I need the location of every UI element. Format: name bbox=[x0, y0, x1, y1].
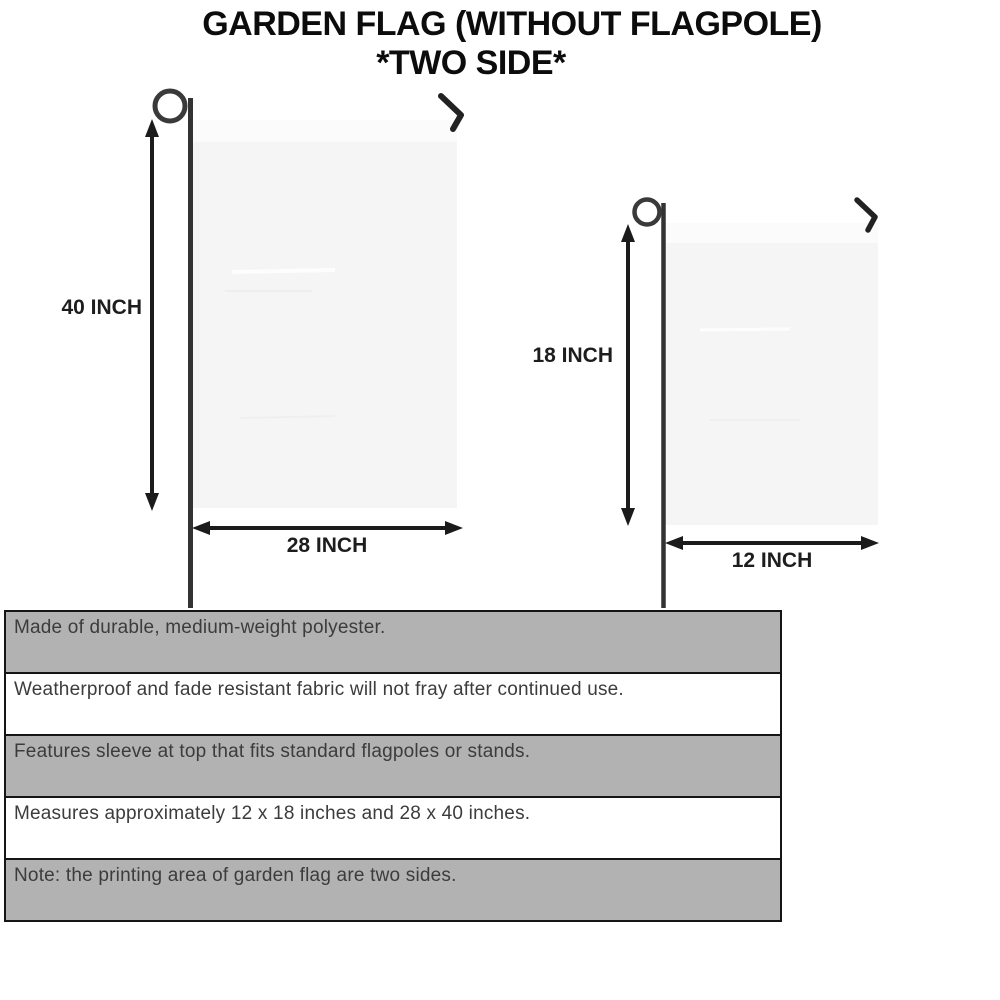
small-height-dimension-arrow bbox=[621, 224, 635, 526]
fold-line bbox=[700, 329, 790, 330]
small-flag-sleeve bbox=[665, 223, 878, 243]
small-flag-width-label: 12 INCH bbox=[731, 549, 813, 572]
large-flag-height-label: 40 INCH bbox=[61, 296, 142, 319]
fold-line bbox=[232, 270, 335, 272]
spec-row-note: Note: the printing area of garden flag are two sides. bbox=[6, 860, 780, 920]
spec-row-material: Made of durable, medium-weight polyester. bbox=[6, 612, 780, 674]
spec-row-weatherproof: Weatherproof and fade resistant fabric will not fray after continued use. bbox=[6, 674, 780, 736]
large-width-dimension-arrow bbox=[192, 521, 463, 535]
small-flag-height-label: 18 INCH bbox=[532, 344, 613, 367]
large-flagpole-icon bbox=[155, 91, 191, 608]
large-height-dimension-arrow bbox=[145, 119, 159, 511]
title-line-1: GARDEN FLAG (WITHOUT FLAGPOLE) bbox=[202, 5, 822, 43]
small-flagpole-icon bbox=[635, 200, 664, 609]
small-flag-fabric bbox=[665, 223, 878, 525]
spec-row-sleeve: Features sleeve at top that fits standard flagpoles or stands. bbox=[6, 736, 780, 798]
large-flag-width-label: 28 INCH bbox=[286, 534, 368, 557]
large-flag-group bbox=[145, 91, 463, 608]
small-width-dimension-arrow bbox=[665, 536, 879, 550]
large-flag-fabric bbox=[190, 120, 457, 508]
title-line-2: *TWO SIDE* bbox=[376, 44, 566, 83]
large-flag-sleeve bbox=[190, 120, 457, 142]
small-flag-group bbox=[621, 200, 879, 609]
spec-row-measures: Measures approximately 12 x 18 inches and 28 x 40 inches. bbox=[6, 798, 780, 860]
product-spec-table bbox=[4, 610, 782, 922]
